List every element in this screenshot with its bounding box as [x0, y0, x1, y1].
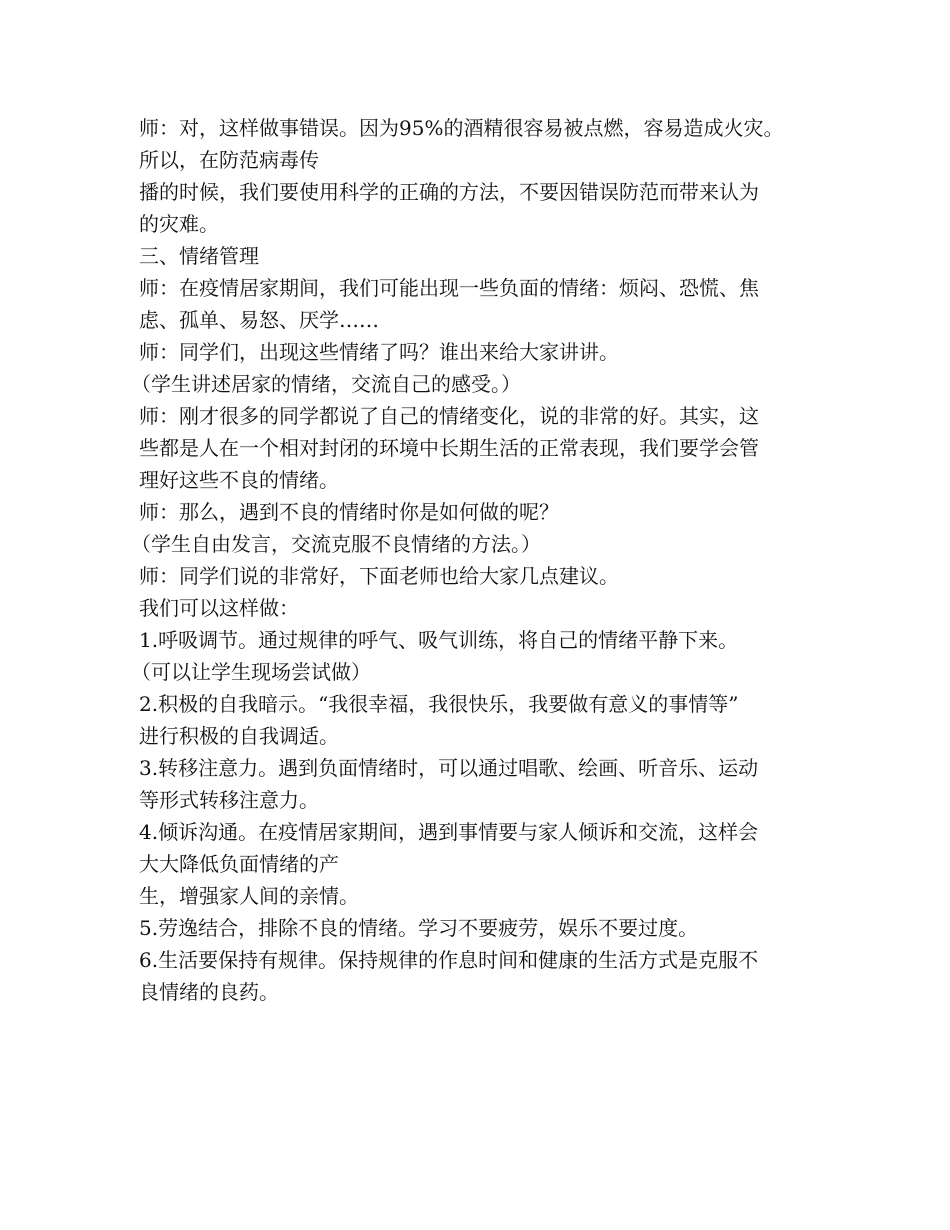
list-item: 5.劳逸结合，排除不良的情绪。学习不要疲劳，娱乐不要过度。 [139, 916, 699, 940]
text-line: 生，增强家人间的亲情。 [139, 884, 359, 908]
list-item: 4.倾诉沟通。在疫情居家期间，遇到事情要与家人倾诉和交流，这样会 [139, 820, 759, 844]
text-line: 师：那么，遇到不良的情绪时你是如何做的呢？ [139, 500, 559, 524]
document-body [131, 112, 829, 1008]
list-item: 3.转移注意力。遇到负面情绪时，可以通过唱歌、绘画、听音乐、运动 [139, 756, 759, 780]
text-line: 我们可以这样做： [139, 596, 299, 620]
list-item: 2.积极的自我暗示。“我很幸福，我很快乐，我要做有意义的事情等” [139, 692, 739, 716]
text-line: 师：同学们，出现这些情绪了吗？谁出来给大家讲讲。 [139, 340, 619, 364]
text-line: 良情绪的良药。 [139, 980, 279, 1004]
text-line: 等形式转移注意力。 [139, 788, 319, 812]
section-heading: 三、情绪管理 [139, 244, 259, 268]
text-line: 理好这些不良的情绪。 [139, 468, 339, 492]
text-line: 师：在疫情居家期间，我们可能出现一些负面的情绪：烦闷、恐慌、焦 [139, 276, 759, 300]
text-line: （学生讲述居家的情绪，交流自己的感受。） [131, 372, 521, 396]
text-line: 进行积极的自我调适。 [139, 724, 339, 748]
text-line: 播的时候，我们要使用科学的正确的方法，不要因错误防范而带来认为 [139, 180, 759, 204]
text-line: （可以让学生现场尝试做） [131, 660, 371, 684]
text-line: 师：刚才很多的同学都说了自己的情绪变化，说的非常的好。其实，这 [139, 404, 759, 428]
text-line: 所以，在防范病毒传 [139, 148, 319, 172]
text-line: 些都是人在一个相对封闭的环境中长期生活的正常表现，我们要学会管 [139, 436, 759, 460]
list-item: 1.呼吸调节。通过规律的呼气、吸气训练，将自己的情绪平静下来。 [139, 628, 739, 652]
text-line: 虑、孤单、易怒、厌学…… [139, 308, 379, 332]
text-line: 大大降低负面情绪的产 [139, 852, 339, 876]
text-line: 的灾难。 [139, 212, 219, 236]
text-line: 师：同学们说的非常好，下面老师也给大家几点建议。 [139, 564, 619, 588]
text-line: 师：对，这样做事错误。因为95%的酒精很容易被点燃，容易造成火灾。 [139, 116, 784, 140]
text-line: （学生自由发言，交流克服不良情绪的方法。） [131, 532, 541, 556]
list-item: 6.生活要保持有规律。保持规律的作息时间和健康的生活方式是克服不 [139, 948, 759, 972]
